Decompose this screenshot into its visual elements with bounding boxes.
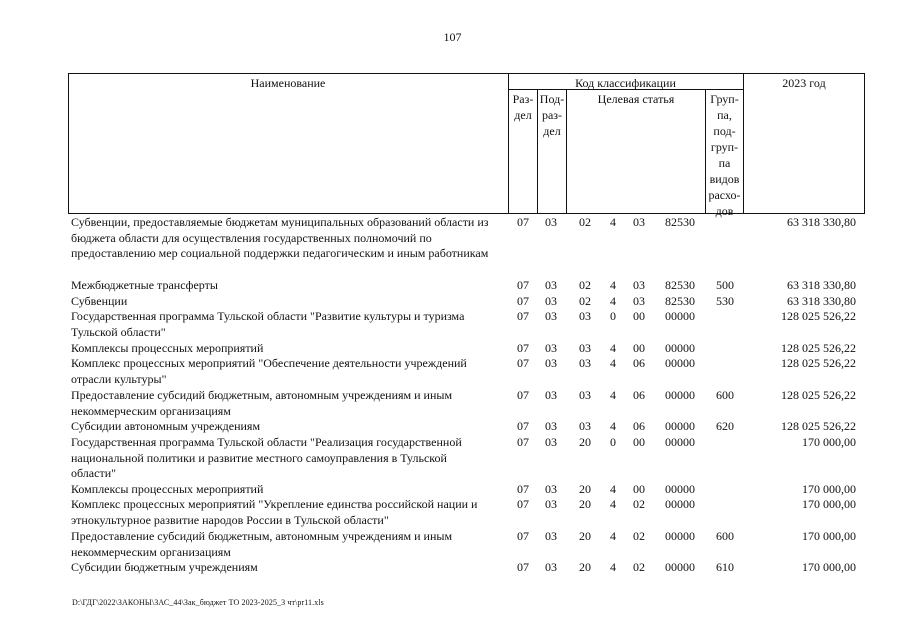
cell-t4: 00000: [665, 497, 695, 511]
cell-rz: 07: [517, 278, 529, 292]
file-path-footer: D:\ГДГ\2022\ЗАКОНЫ\ЗАС_44\Зак_бюджет ТО 2023-2025_3 чт\pr11.xls: [72, 598, 324, 607]
cell-t1: 02: [579, 215, 591, 229]
cell-pr: 03: [545, 419, 557, 433]
row-name: [71, 388, 503, 419]
cell-t2: 4: [610, 482, 616, 496]
cell-t2: 4: [610, 497, 616, 511]
cell-pr: 03: [545, 482, 557, 496]
cell-sum: 63 318 330,80: [787, 215, 856, 229]
cell-t4: 00000: [665, 529, 695, 543]
cell-sum: 128 025 526,22: [781, 341, 856, 355]
header-line: Груп-: [710, 92, 739, 106]
cell-pr: 03: [545, 341, 557, 355]
row-name-line: Комплекс процессных мероприятий "Обеспечение деятельности учреждений: [71, 356, 467, 370]
cell-t3: 03: [633, 215, 645, 229]
cell-t2: 4: [610, 529, 616, 543]
cell-t4: 00000: [665, 356, 695, 370]
row-name: [71, 560, 503, 576]
row-name: [71, 356, 503, 387]
header-line: расхо-: [708, 188, 741, 202]
row-name-line: Межбюджетные трансферты: [71, 278, 218, 292]
cell-rz: 07: [517, 356, 529, 370]
header-line: под-: [713, 124, 736, 138]
header-razdel: [509, 91, 537, 123]
row-name: [71, 482, 503, 498]
cell-pr: 03: [545, 388, 557, 402]
cell-t4: 00000: [665, 419, 695, 433]
cell-t4: 00000: [665, 482, 695, 496]
cell-t4: 00000: [665, 560, 695, 574]
cell-t2: 4: [610, 419, 616, 433]
cell-gr: 600: [716, 388, 734, 402]
cell-rz: 07: [517, 388, 529, 402]
row-name-line: Субвенции, предоставляемые бюджетам муниципальных образований области из: [71, 215, 489, 229]
cell-rz: 07: [517, 482, 529, 496]
row-name: [71, 278, 503, 294]
header-line: дел: [514, 108, 532, 122]
row-name-line: Комплекс процессных мероприятий "Укрепление единства российской нации и: [71, 497, 478, 511]
row-name: [71, 341, 503, 357]
row-name-line: Субвенции: [71, 294, 128, 308]
cell-t4: 82530: [665, 278, 695, 292]
row-name: [71, 529, 503, 560]
row-name-line: национальной политики и развитие местного самоуправления в Тульской: [71, 450, 447, 465]
row-name-line: предоставлению мер социальной поддержки педагогическим и иным работникам: [71, 246, 489, 260]
cell-rz: 07: [517, 215, 529, 229]
cell-sum: 128 025 526,22: [781, 309, 856, 323]
cell-t1: 03: [579, 356, 591, 370]
cell-t2: 4: [610, 341, 616, 355]
cell-sum: 63 318 330,80: [787, 294, 856, 308]
divider: [566, 89, 567, 214]
cell-t1: 03: [579, 341, 591, 355]
cell-t2: 4: [610, 278, 616, 292]
row-name: [71, 215, 503, 262]
cell-rz: 07: [517, 529, 529, 543]
cell-t4: 82530: [665, 215, 695, 229]
cell-t1: 02: [579, 278, 591, 292]
cell-t2: 4: [610, 356, 616, 370]
header-line: Под-: [539, 92, 565, 106]
cell-t2: 4: [610, 215, 616, 229]
cell-rz: 07: [517, 294, 529, 308]
cell-t3: 02: [633, 560, 645, 574]
cell-t4: 00000: [665, 341, 695, 355]
header-frame: [68, 73, 865, 214]
cell-t2: 0: [610, 309, 616, 323]
header-line: дов: [715, 204, 734, 218]
row-name-line: Предоставление субсидий бюджетным, автономным учреждениям и иным: [71, 388, 453, 402]
cell-rz: 07: [517, 560, 529, 574]
row-name-line: Комплексы процессных мероприятий: [71, 341, 264, 355]
cell-t3: 06: [633, 419, 645, 433]
header-group: [706, 91, 743, 219]
cell-t1: 03: [579, 309, 591, 323]
row-name-line: области": [71, 466, 117, 480]
cell-gr: 530: [716, 294, 734, 308]
cell-sum: 128 025 526,22: [781, 419, 856, 433]
cell-t2: 4: [610, 294, 616, 308]
cell-sum: 170 000,00: [802, 560, 856, 574]
cell-sum: 170 000,00: [802, 482, 856, 496]
row-name-line: некоммерческим организациям: [71, 403, 231, 418]
header-line: груп-: [710, 140, 739, 154]
cell-t1: 20: [579, 529, 591, 543]
header-line: раз-: [541, 108, 563, 122]
cell-t1: 03: [579, 388, 591, 402]
row-name-line: Субсидии автономным учреждениям: [71, 419, 261, 433]
row-name-line: Государственная программа Тульской области "Развитие культуры и туризма: [71, 309, 465, 323]
cell-t1: 03: [579, 419, 591, 433]
cell-t1: 20: [579, 497, 591, 511]
cell-t3: 03: [633, 294, 645, 308]
row-name-line: Тульской области": [71, 324, 166, 339]
row-name-line: отрасли культуры": [71, 371, 167, 386]
cell-sum: 170 000,00: [802, 497, 856, 511]
header-line: па,: [717, 108, 732, 122]
cell-pr: 03: [545, 309, 557, 323]
row-name: [71, 435, 503, 482]
cell-pr: 03: [545, 560, 557, 574]
cell-t2: 4: [610, 388, 616, 402]
row-name-line: этнокультурное развитие народов России в Тульской области": [71, 512, 389, 527]
row-name-line: Комплексы процессных мероприятий: [71, 482, 264, 496]
cell-t1: 02: [579, 294, 591, 308]
header-line: па: [718, 156, 731, 170]
header-year: 2023 год: [782, 76, 826, 90]
cell-t3: 02: [633, 529, 645, 543]
cell-t3: 06: [633, 388, 645, 402]
cell-sum: 170 000,00: [802, 435, 856, 449]
cell-pr: 03: [545, 435, 557, 449]
cell-t3: 00: [633, 482, 645, 496]
cell-t2: 0: [610, 435, 616, 449]
row-name-line: некоммерческим организациям: [71, 544, 231, 559]
row-name-line: Субсидии бюджетным учреждениям: [71, 560, 258, 574]
cell-t4: 00000: [665, 388, 695, 402]
cell-sum: 128 025 526,22: [781, 356, 856, 370]
cell-pr: 03: [545, 497, 557, 511]
cell-t1: 20: [579, 560, 591, 574]
cell-rz: 07: [517, 341, 529, 355]
divider: [743, 73, 744, 214]
cell-sum: 63 318 330,80: [787, 278, 856, 292]
header-line: видов: [709, 172, 740, 186]
cell-t4: 00000: [665, 309, 695, 323]
cell-rz: 07: [517, 435, 529, 449]
row-name-line: Государственная программа Тульской области "Реализация государственной: [71, 435, 462, 449]
cell-rz: 07: [517, 497, 529, 511]
cell-t3: 00: [633, 341, 645, 355]
row-name: [71, 294, 503, 310]
row-name: [71, 419, 503, 435]
row-name: [71, 497, 503, 528]
header-podrazdel: [538, 91, 566, 139]
header-code: Код классификации: [575, 76, 676, 90]
cell-pr: 03: [545, 294, 557, 308]
cell-t3: 00: [633, 435, 645, 449]
header-name: Наименование: [250, 76, 326, 90]
row-name-line: Предоставление субсидий бюджетным, автономным учреждениям и иным: [71, 529, 453, 543]
cell-gr: 620: [716, 419, 734, 433]
cell-sum: 128 025 526,22: [781, 388, 856, 402]
cell-t2: 4: [610, 560, 616, 574]
header-target: Целевая статья: [597, 92, 675, 106]
cell-rz: 07: [517, 309, 529, 323]
cell-t1: 20: [579, 435, 591, 449]
row-name: [71, 309, 503, 340]
cell-gr: 500: [716, 278, 734, 292]
cell-t3: 03: [633, 278, 645, 292]
cell-t4: 82530: [665, 294, 695, 308]
cell-pr: 03: [545, 215, 557, 229]
cell-t3: 00: [633, 309, 645, 323]
cell-gr: 600: [716, 529, 734, 543]
cell-t3: 06: [633, 356, 645, 370]
header-line: дел: [543, 124, 561, 138]
header-line: Раз-: [512, 92, 534, 106]
cell-pr: 03: [545, 356, 557, 370]
cell-gr: 610: [716, 560, 734, 574]
cell-t4: 00000: [665, 435, 695, 449]
page-number: 107: [443, 30, 462, 44]
cell-pr: 03: [545, 529, 557, 543]
cell-t3: 02: [633, 497, 645, 511]
cell-t1: 20: [579, 482, 591, 496]
cell-pr: 03: [545, 278, 557, 292]
cell-sum: 170 000,00: [802, 529, 856, 543]
row-name-line: бюджета области для осуществления государственных полномочий по: [71, 230, 432, 245]
cell-rz: 07: [517, 419, 529, 433]
